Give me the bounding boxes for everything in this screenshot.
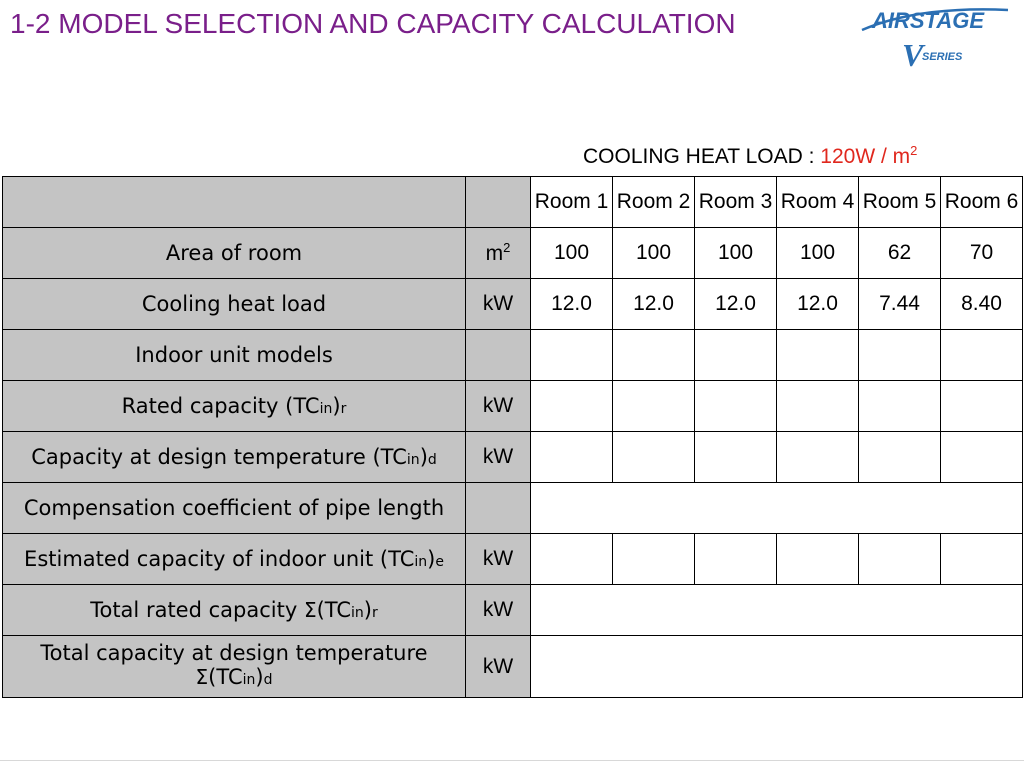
row-label: Total capacity at design temperature Σ(TCin)d (3, 636, 466, 698)
table-row-rated (3, 381, 1023, 432)
table-cell[interactable]: 12.0 (777, 279, 859, 330)
table-cell[interactable]: 12.0 (531, 279, 613, 330)
room-header: Room 3 (695, 177, 777, 228)
table-cell[interactable] (695, 432, 777, 483)
row-unit: kW (466, 534, 531, 585)
header-label-cell (3, 177, 466, 228)
table-cell[interactable]: 70 (941, 228, 1023, 279)
table-cell[interactable] (531, 432, 613, 483)
row-unit: kW (466, 636, 531, 698)
table-cell[interactable] (613, 432, 695, 483)
table-cell[interactable] (531, 381, 613, 432)
footer-divider (0, 760, 1024, 761)
capacity-table (2, 176, 1023, 698)
table-cell[interactable] (531, 534, 613, 585)
table-cell[interactable]: 100 (613, 228, 695, 279)
table-cell[interactable] (531, 330, 613, 381)
row-unit: kW (466, 381, 531, 432)
table-row-design (3, 432, 1023, 483)
table-cell[interactable] (695, 534, 777, 585)
room-header: Room 5 (859, 177, 941, 228)
airstage-logo (858, 2, 1018, 72)
row-label: Total rated capacity Σ(TCin)r (3, 585, 466, 636)
row-label: Capacity at design temperature (TCin)d (3, 432, 466, 483)
table-cell[interactable]: 12.0 (695, 279, 777, 330)
table-cell[interactable] (777, 381, 859, 432)
table-cell-merged[interactable] (531, 585, 1023, 636)
table-cell[interactable]: 7.44 (859, 279, 941, 330)
heat-load-value: $120W / m^2$ (820, 143, 918, 168)
table-cell[interactable] (777, 330, 859, 381)
row-label: Cooling heat load (3, 279, 466, 330)
table-cell[interactable]: 100 (777, 228, 859, 279)
row-unit (466, 483, 531, 534)
table-cell[interactable]: 100 (531, 228, 613, 279)
header-row (3, 177, 1023, 228)
table-row-compensation (3, 483, 1023, 534)
table-cell[interactable] (777, 432, 859, 483)
room-header: Room 4 (777, 177, 859, 228)
table-cell-merged[interactable] (531, 636, 1023, 698)
table-cell[interactable] (859, 330, 941, 381)
row-label: Estimated capacity of indoor unit (TCin)e (3, 534, 466, 585)
room-header: Room 1 (531, 177, 613, 228)
room-header: Room 6 (941, 177, 1023, 228)
row-label: Indoor unit models (3, 330, 466, 381)
heat-load-label: COOLING HEAT LOAD : (583, 145, 815, 168)
logo-series: SERIES (922, 51, 963, 63)
header-unit-cell (466, 177, 531, 228)
row-unit (466, 330, 531, 381)
table-cell[interactable] (859, 534, 941, 585)
table-row-models (3, 330, 1023, 381)
logo-letter: V (902, 37, 924, 72)
table-cell[interactable]: 8.40 (941, 279, 1023, 330)
table-cell[interactable] (613, 330, 695, 381)
table-cell[interactable] (941, 534, 1023, 585)
table-row-area (3, 228, 1023, 279)
table-cell[interactable]: 100 (695, 228, 777, 279)
row-unit: kW (466, 585, 531, 636)
row-unit: kW (466, 432, 531, 483)
table-cell[interactable] (613, 381, 695, 432)
table-row-total-rated (3, 585, 1023, 636)
room-header: Room 2 (613, 177, 695, 228)
table-cell[interactable] (859, 381, 941, 432)
table-cell[interactable] (859, 432, 941, 483)
row-label: Compensation coefficient of pipe length (3, 483, 466, 534)
table-cell[interactable]: 12.0 (613, 279, 695, 330)
table-cell-merged[interactable] (531, 483, 1023, 534)
row-label: Area of room (3, 228, 466, 279)
row-label: Rated capacity (TCin)r (3, 381, 466, 432)
table-cell[interactable] (695, 330, 777, 381)
table-row-total-design (3, 636, 1023, 698)
table-row-estimated (3, 534, 1023, 585)
row-unit: kW (466, 279, 531, 330)
table-cell[interactable] (777, 534, 859, 585)
page-title: 1-2 MODEL SELECTION AND CAPACITY CALCULATION (10, 8, 736, 39)
row-unit: $m^2$ (466, 228, 531, 279)
table-cell[interactable] (941, 381, 1023, 432)
cooling-heat-load (583, 143, 917, 169)
table-cell[interactable] (695, 381, 777, 432)
table-cell[interactable] (941, 330, 1023, 381)
table-cell[interactable]: 62 (859, 228, 941, 279)
table-cell[interactable] (613, 534, 695, 585)
table-cell[interactable] (941, 432, 1023, 483)
table-row-cooling (3, 279, 1023, 330)
logo-brand: AIRSTAGE (872, 8, 985, 33)
